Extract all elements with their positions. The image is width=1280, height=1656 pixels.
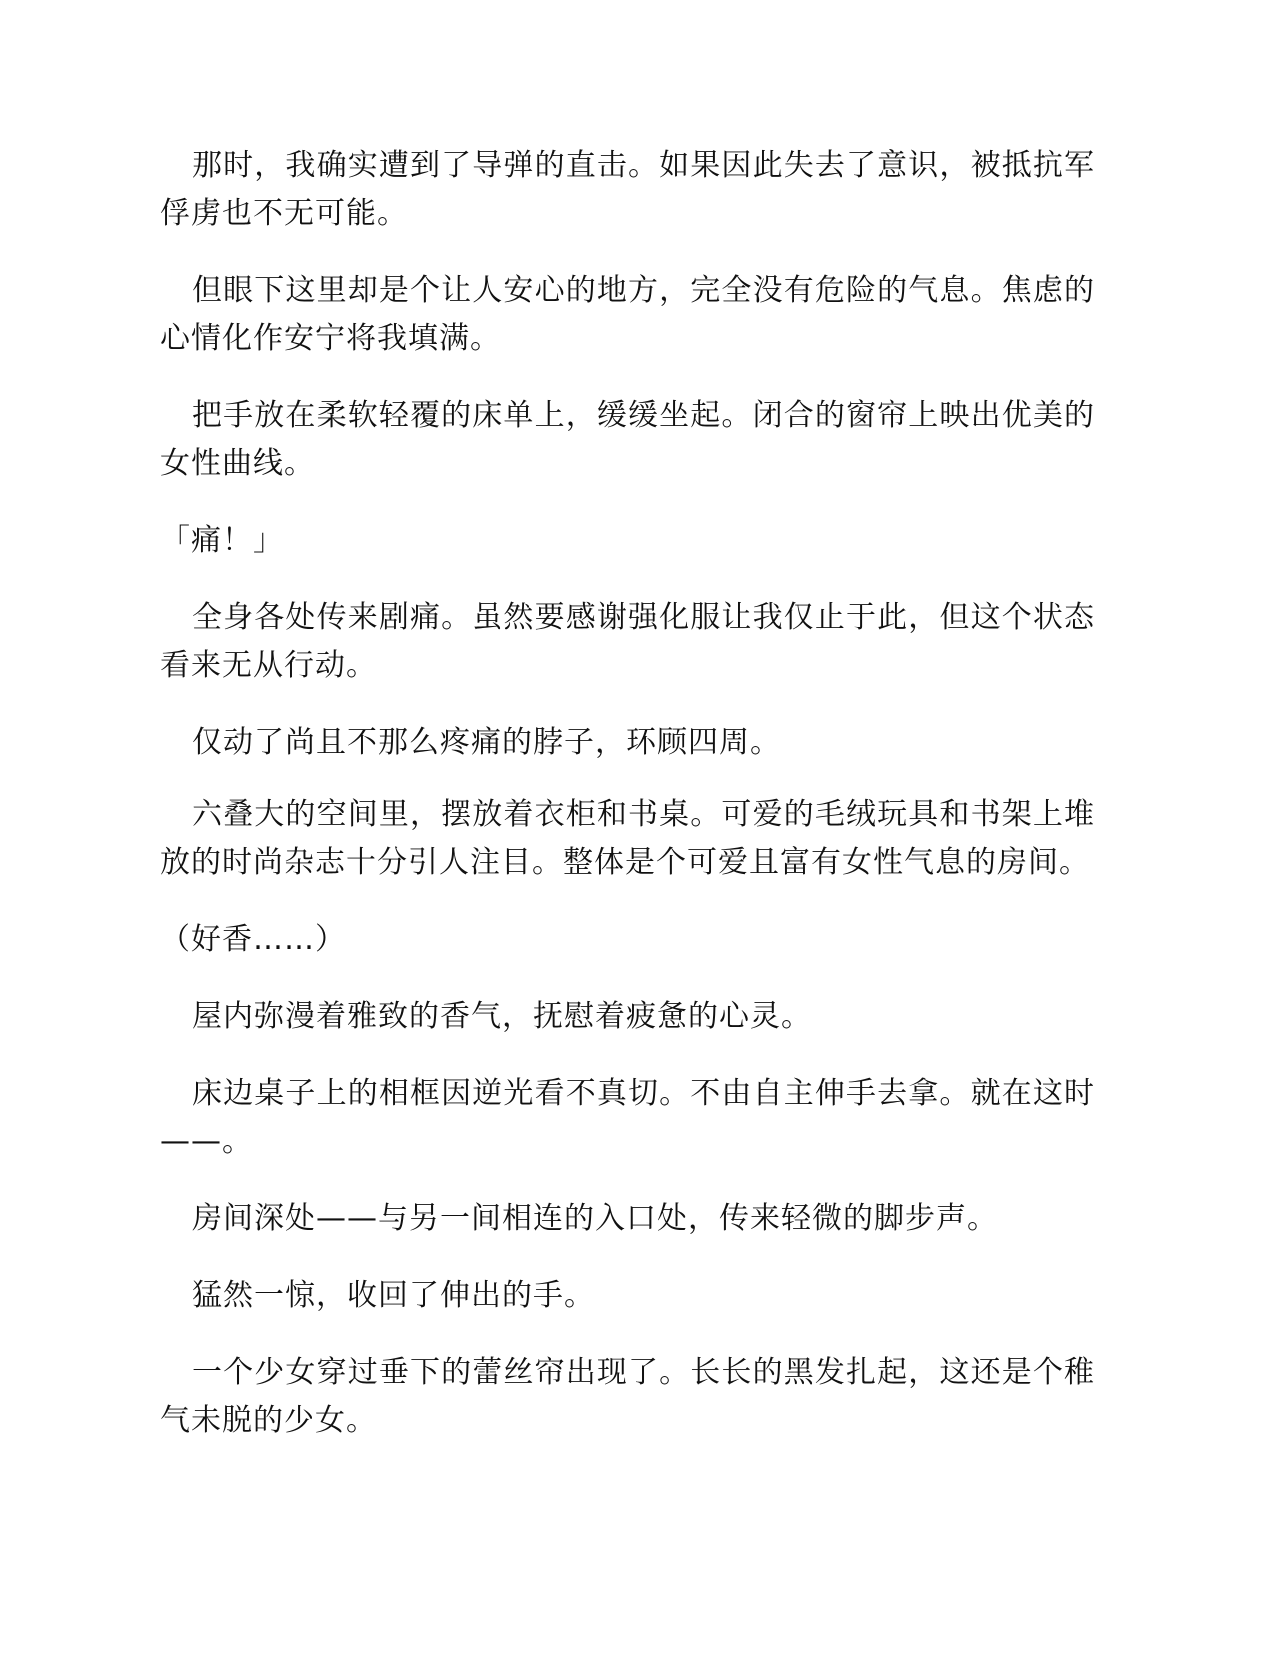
document-page — [160, 142, 1095, 1445]
paragraph-13: 一个少女穿过垂下的蕾丝帘出现了。长长的黑发扎起，这还是个稚气未脱的少女。 — [160, 1355, 1095, 1438]
paragraph-5: 全身各处传来剧痛。虽然要感谢强化服让我仅止于此，但这个状态看来无从行动。 — [160, 600, 1095, 683]
paragraph-9: 屋内弥漫着雅致的香气，抚慰着疲惫的心灵。 — [192, 999, 812, 1034]
paragraph-1: 那时，我确实遭到了导弹的直击。如果因此失去了意识，被抵抗军俘虏也不无可能。 — [160, 148, 1095, 231]
paragraph-8: （好香……） — [160, 922, 346, 957]
paragraph-7: 六叠大的空间里，摆放着衣柜和书桌。可爱的毛绒玩具和书架上堆放的时尚杂志十分引人注目。整体是个可爱且富有女性气息的房间。 — [160, 797, 1095, 880]
paragraph-3: 把手放在柔软轻覆的床单上，缓缓坐起。闭合的窗帘上映出优美的女性曲线。 — [160, 398, 1095, 481]
paragraph-10: 床边桌子上的相框因逆光看不真切。不由自主伸手去拿。就在这时——。 — [160, 1076, 1095, 1159]
paragraph-2: 但眼下这里却是个让人安心的地方，完全没有危险的气息。焦虑的心情化作安宁将我填满。 — [160, 273, 1095, 356]
paragraph-4: 「痛！」 — [160, 523, 284, 558]
paragraph-6: 仅动了尚且不那么疼痛的脖子，环顾四周。 — [192, 725, 781, 760]
paragraph-11: 房间深处——与另一间相连的入口处，传来轻微的脚步声。 — [192, 1201, 998, 1236]
paragraph-12: 猛然一惊，收回了伸出的手。 — [192, 1278, 595, 1313]
